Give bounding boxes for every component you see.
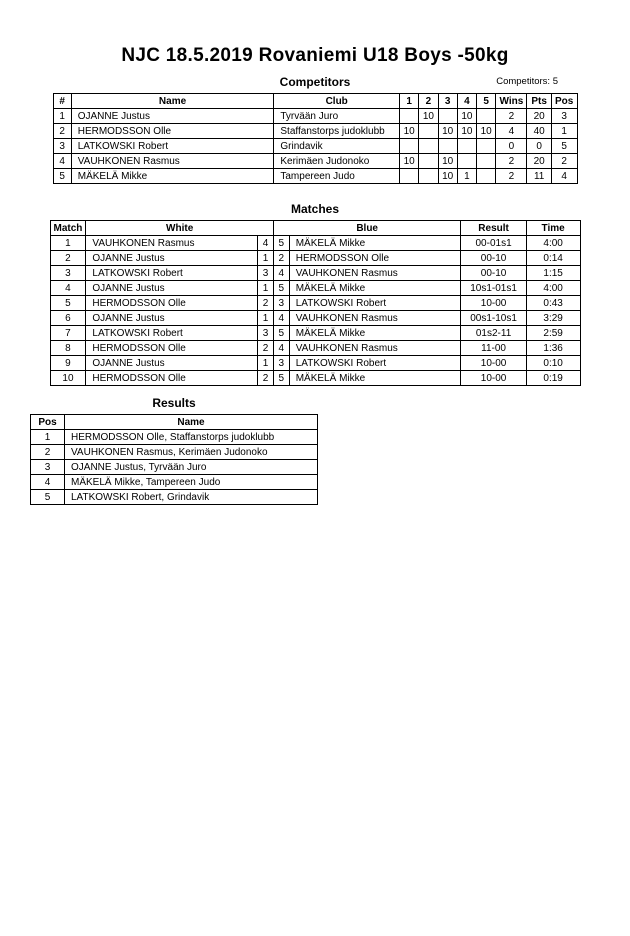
cell-score xyxy=(477,169,496,184)
cell-number: 2 xyxy=(53,124,71,139)
table-row xyxy=(53,124,577,139)
cell-result: 10-00 xyxy=(461,356,526,371)
cell-score xyxy=(419,169,438,184)
cell-white-number: 3 xyxy=(258,326,274,341)
cell-blue-number: 5 xyxy=(273,371,289,386)
cell-score: 10 xyxy=(438,169,457,184)
cell-white-name: OJANNE Justus xyxy=(86,281,258,296)
cell-time: 0:14 xyxy=(526,251,580,266)
matches-heading: Matches xyxy=(290,202,340,216)
cell-match-number: 9 xyxy=(50,356,86,371)
cell-club: Tyrvään Juro xyxy=(274,109,400,124)
col-number: # xyxy=(53,94,71,109)
cell-number: 3 xyxy=(53,139,71,154)
cell-white-name: LATKOWSKI Robert xyxy=(86,266,258,281)
cell-name: LATKOWSKI Robert xyxy=(71,139,274,154)
table-row xyxy=(53,154,577,169)
cell-blue-name: MÄKELÄ Mikke xyxy=(289,281,461,296)
cell-name: MÄKELÄ Mikke, Tampereen Judo xyxy=(65,475,318,490)
cell-match-number: 8 xyxy=(50,341,86,356)
cell-result: 10-00 xyxy=(461,371,526,386)
cell-score xyxy=(419,124,438,139)
cell-time: 1:36 xyxy=(526,341,580,356)
cell-match-number: 4 xyxy=(50,281,86,296)
cell-pos: 2 xyxy=(551,154,577,169)
cell-wins: 2 xyxy=(496,154,527,169)
cell-blue-name: LATKOWSKI Robert xyxy=(289,356,461,371)
matches-section-header xyxy=(0,202,630,218)
table-row xyxy=(50,326,580,341)
cell-time: 0:43 xyxy=(526,296,580,311)
table-header-row xyxy=(31,415,318,430)
cell-score: 10 xyxy=(400,124,419,139)
cell-blue-number: 3 xyxy=(273,356,289,371)
cell-name: HERMODSSON Olle, Staffanstorps judoklubb xyxy=(65,430,318,445)
table-header-row xyxy=(50,221,580,236)
cell-blue-number: 5 xyxy=(273,236,289,251)
table-row xyxy=(31,430,318,445)
cell-wins: 2 xyxy=(496,109,527,124)
cell-number: 1 xyxy=(53,109,71,124)
table-row xyxy=(50,266,580,281)
cell-name: HERMODSSON Olle xyxy=(71,124,274,139)
cell-score xyxy=(400,139,419,154)
cell-name: OJANNE Justus, Tyrvään Juro xyxy=(65,460,318,475)
cell-match-number: 1 xyxy=(50,236,86,251)
cell-result: 11-00 xyxy=(461,341,526,356)
col-match: Match xyxy=(50,221,86,236)
table-row xyxy=(50,341,580,356)
results-table-wrap xyxy=(30,414,630,505)
table-row xyxy=(31,445,318,460)
cell-score xyxy=(400,169,419,184)
cell-result: 00s1-10s1 xyxy=(461,311,526,326)
cell-score: 10 xyxy=(477,124,496,139)
cell-score xyxy=(419,139,438,154)
cell-white-number: 1 xyxy=(258,356,274,371)
cell-pos: 3 xyxy=(31,460,65,475)
cell-result: 00-10 xyxy=(461,266,526,281)
cell-blue-name: VAUHKONEN Rasmus xyxy=(289,311,461,326)
cell-pts: 0 xyxy=(527,139,551,154)
table-row xyxy=(31,475,318,490)
cell-score: 10 xyxy=(457,109,476,124)
competitors-heading: Competitors xyxy=(279,75,351,89)
cell-score xyxy=(419,154,438,169)
cell-result: 00-10 xyxy=(461,251,526,266)
col-opp-3: 3 xyxy=(438,94,457,109)
cell-score xyxy=(457,154,476,169)
cell-number: 4 xyxy=(53,154,71,169)
cell-time: 0:10 xyxy=(526,356,580,371)
cell-score xyxy=(477,109,496,124)
cell-pos: 3 xyxy=(551,109,577,124)
cell-match-number: 6 xyxy=(50,311,86,326)
cell-match-number: 3 xyxy=(50,266,86,281)
matches-table-body xyxy=(50,236,580,386)
col-name: Name xyxy=(65,415,318,430)
cell-white-number: 3 xyxy=(258,266,274,281)
table-row xyxy=(31,490,318,505)
cell-score: 10 xyxy=(400,154,419,169)
table-row xyxy=(53,139,577,154)
table-row xyxy=(50,356,580,371)
cell-match-number: 2 xyxy=(50,251,86,266)
results-table xyxy=(30,414,318,505)
document-page xyxy=(0,45,630,936)
table-row xyxy=(50,296,580,311)
cell-result: 10s1-01s1 xyxy=(461,281,526,296)
cell-white-number: 1 xyxy=(258,281,274,296)
col-pts: Pts xyxy=(527,94,551,109)
cell-score xyxy=(477,139,496,154)
table-row xyxy=(53,169,577,184)
cell-result: 01s2-11 xyxy=(461,326,526,341)
results-heading: Results xyxy=(152,396,196,410)
cell-white-number: 2 xyxy=(258,296,274,311)
table-row xyxy=(50,371,580,386)
cell-score: 10 xyxy=(438,154,457,169)
cell-name: VAUHKONEN Rasmus xyxy=(71,154,274,169)
table-row xyxy=(53,109,577,124)
cell-pos: 1 xyxy=(31,430,65,445)
cell-match-number: 7 xyxy=(50,326,86,341)
cell-blue-number: 5 xyxy=(273,326,289,341)
cell-club: Kerimäen Judonoko xyxy=(274,154,400,169)
cell-time: 4:00 xyxy=(526,281,580,296)
cell-pts: 20 xyxy=(527,109,551,124)
cell-name: VAUHKONEN Rasmus, Kerimäen Judonoko xyxy=(65,445,318,460)
cell-white-number: 1 xyxy=(258,311,274,326)
cell-match-number: 10 xyxy=(50,371,86,386)
cell-score: 10 xyxy=(419,109,438,124)
cell-white-number: 2 xyxy=(258,341,274,356)
cell-time: 4:00 xyxy=(526,236,580,251)
cell-blue-name: MÄKELÄ Mikke xyxy=(289,371,461,386)
col-name: Name xyxy=(71,94,274,109)
col-opp-4: 4 xyxy=(457,94,476,109)
cell-name: OJANNE Justus xyxy=(71,109,274,124)
cell-blue-number: 4 xyxy=(273,311,289,326)
col-club: Club xyxy=(274,94,400,109)
matches-table-wrap xyxy=(0,220,630,386)
col-wins: Wins xyxy=(496,94,527,109)
cell-time: 2:59 xyxy=(526,326,580,341)
col-pos: Pos xyxy=(31,415,65,430)
cell-blue-number: 4 xyxy=(273,341,289,356)
cell-blue-name: VAUHKONEN Rasmus xyxy=(289,266,461,281)
cell-pos: 2 xyxy=(31,445,65,460)
cell-club: Tampereen Judo xyxy=(274,169,400,184)
competitors-table-wrap xyxy=(0,93,630,184)
cell-name: LATKOWSKI Robert, Grindavik xyxy=(65,490,318,505)
cell-white-number: 4 xyxy=(258,236,274,251)
cell-white-name: HERMODSSON Olle xyxy=(86,371,258,386)
cell-match-number: 5 xyxy=(50,296,86,311)
cell-pos: 4 xyxy=(31,475,65,490)
cell-pos: 1 xyxy=(551,124,577,139)
matches-table xyxy=(50,220,581,386)
competitors-table xyxy=(53,93,578,184)
cell-score xyxy=(438,109,457,124)
cell-name: MÄKELÄ Mikke xyxy=(71,169,274,184)
page-title: NJC 18.5.2019 Rovaniemi U18 Boys -50kg xyxy=(121,45,509,66)
cell-white-name: LATKOWSKI Robert xyxy=(86,326,258,341)
col-opp-5: 5 xyxy=(477,94,496,109)
col-blue: Blue xyxy=(273,221,461,236)
cell-white-name: HERMODSSON Olle xyxy=(86,341,258,356)
cell-pos: 5 xyxy=(31,490,65,505)
cell-wins: 2 xyxy=(496,169,527,184)
cell-result: 00-01s1 xyxy=(461,236,526,251)
table-row xyxy=(50,281,580,296)
cell-pos: 5 xyxy=(551,139,577,154)
results-table-body xyxy=(31,430,318,505)
cell-score xyxy=(477,154,496,169)
cell-club: Staffanstorps judoklubb xyxy=(274,124,400,139)
col-result: Result xyxy=(461,221,526,236)
cell-blue-number: 4 xyxy=(273,266,289,281)
cell-blue-number: 2 xyxy=(273,251,289,266)
cell-white-number: 2 xyxy=(258,371,274,386)
cell-number: 5 xyxy=(53,169,71,184)
cell-score xyxy=(400,109,419,124)
cell-wins: 0 xyxy=(496,139,527,154)
cell-pts: 20 xyxy=(527,154,551,169)
cell-blue-name: LATKOWSKI Robert xyxy=(289,296,461,311)
competitors-count: Competitors: 5 xyxy=(496,76,558,87)
cell-white-name: VAUHKONEN Rasmus xyxy=(86,236,258,251)
table-row xyxy=(50,236,580,251)
cell-result: 10-00 xyxy=(461,296,526,311)
table-header-row xyxy=(53,94,577,109)
table-row xyxy=(31,460,318,475)
cell-pos: 4 xyxy=(551,169,577,184)
cell-pts: 40 xyxy=(527,124,551,139)
cell-blue-name: MÄKELÄ Mikke xyxy=(289,236,461,251)
cell-score: 10 xyxy=(438,124,457,139)
cell-time: 1:15 xyxy=(526,266,580,281)
cell-score: 1 xyxy=(457,169,476,184)
col-opp-1: 1 xyxy=(400,94,419,109)
cell-white-name: OJANNE Justus xyxy=(86,356,258,371)
cell-blue-number: 3 xyxy=(273,296,289,311)
cell-white-name: HERMODSSON Olle xyxy=(86,296,258,311)
cell-white-name: OJANNE Justus xyxy=(86,311,258,326)
table-row xyxy=(50,311,580,326)
col-opp-2: 2 xyxy=(419,94,438,109)
cell-pts: 11 xyxy=(527,169,551,184)
competitors-table-body xyxy=(53,109,577,184)
cell-blue-name: VAUHKONEN Rasmus xyxy=(289,341,461,356)
cell-white-number: 1 xyxy=(258,251,274,266)
cell-score xyxy=(457,139,476,154)
cell-white-name: OJANNE Justus xyxy=(86,251,258,266)
col-white: White xyxy=(86,221,274,236)
cell-score xyxy=(438,139,457,154)
cell-blue-name: MÄKELÄ Mikke xyxy=(289,326,461,341)
cell-wins: 4 xyxy=(496,124,527,139)
table-row xyxy=(50,251,580,266)
col-pos: Pos xyxy=(551,94,577,109)
cell-time: 3:29 xyxy=(526,311,580,326)
cell-club: Grindavik xyxy=(274,139,400,154)
cell-blue-name: HERMODSSON Olle xyxy=(289,251,461,266)
cell-blue-number: 5 xyxy=(273,281,289,296)
cell-time: 0:19 xyxy=(526,371,580,386)
cell-score: 10 xyxy=(457,124,476,139)
competitors-section-header xyxy=(0,75,630,91)
col-time: Time xyxy=(526,221,580,236)
